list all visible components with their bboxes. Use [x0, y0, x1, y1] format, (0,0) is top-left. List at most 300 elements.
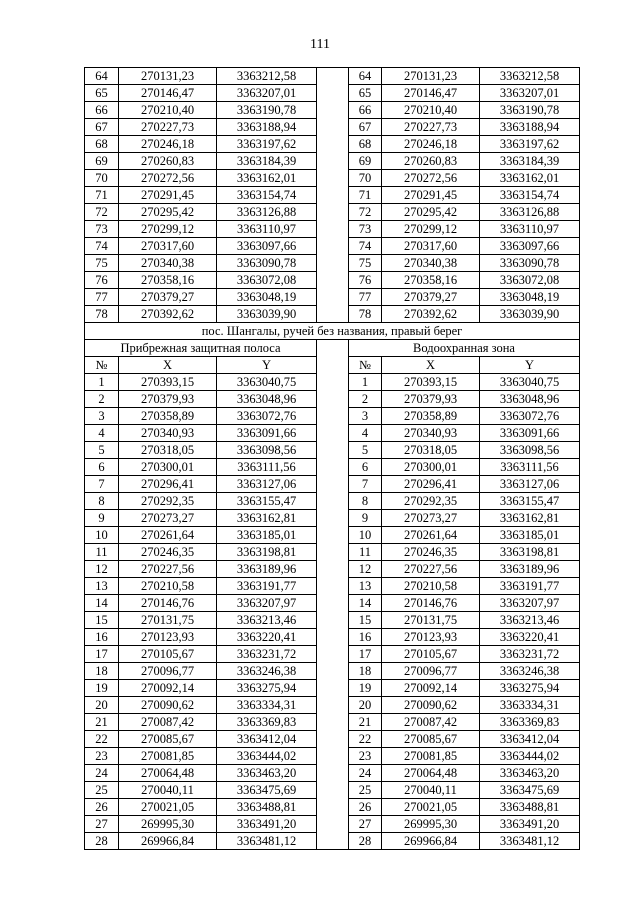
right-num-header: №	[349, 357, 382, 374]
right-y-cell: 3363162,81	[480, 510, 580, 527]
left-y-cell: 3363072,08	[217, 272, 317, 289]
left-num-cell: 8	[85, 493, 119, 510]
column-gap	[317, 238, 349, 255]
right-num-cell: 13	[349, 578, 382, 595]
right-num-cell: 4	[349, 425, 382, 442]
left-y-cell: 3363412,04	[217, 731, 317, 748]
left-num-cell: 67	[85, 119, 119, 136]
page-number: 111	[310, 37, 330, 52]
left-y-cell: 3363191,77	[217, 578, 317, 595]
right-y-cell: 3363110,97	[480, 221, 580, 238]
left-y-cell: 3363162,01	[217, 170, 317, 187]
left-y-cell: 3363048,19	[217, 289, 317, 306]
column-gap	[317, 833, 349, 850]
right-num-cell: 17	[349, 646, 382, 663]
right-x-cell: 269966,84	[382, 833, 480, 850]
right-num-cell: 65	[349, 85, 382, 102]
right-num-cell: 22	[349, 731, 382, 748]
right-x-cell: 270296,41	[382, 476, 480, 493]
right-y-cell: 3363039,90	[480, 306, 580, 323]
left-x-cell: 270358,16	[119, 272, 217, 289]
right-y-cell: 3363097,66	[480, 238, 580, 255]
right-y-cell: 3363275,94	[480, 680, 580, 697]
left-y-cell: 3363481,12	[217, 833, 317, 850]
right-num-cell: 11	[349, 544, 382, 561]
column-gap	[317, 782, 349, 799]
right-y-cell: 3363189,96	[480, 561, 580, 578]
right-x-cell: 270105,67	[382, 646, 480, 663]
left-num-cell: 15	[85, 612, 119, 629]
left-x-cell: 270299,12	[119, 221, 217, 238]
right-y-cell: 3363191,77	[480, 578, 580, 595]
right-x-cell: 270358,16	[382, 272, 480, 289]
left-x-cell: 270021,05	[119, 799, 217, 816]
left-x-cell: 270146,47	[119, 85, 217, 102]
right-x-cell: 270261,64	[382, 527, 480, 544]
left-x-cell: 270260,83	[119, 153, 217, 170]
left-num-cell: 2	[85, 391, 119, 408]
left-y-cell: 3363212,58	[217, 68, 317, 85]
left-y-cell: 3363213,46	[217, 612, 317, 629]
right-x-cell: 270210,58	[382, 578, 480, 595]
left-y-cell: 3363189,96	[217, 561, 317, 578]
left-num-cell: 22	[85, 731, 119, 748]
left-num-cell: 14	[85, 595, 119, 612]
right-x-cell: 270246,35	[382, 544, 480, 561]
left-num-cell: 20	[85, 697, 119, 714]
right-x-cell: 270210,40	[382, 102, 480, 119]
left-y-cell: 3363207,01	[217, 85, 317, 102]
table-row	[85, 561, 580, 578]
left-y-cell: 3363098,56	[217, 442, 317, 459]
right-x-cell: 270227,73	[382, 119, 480, 136]
left-x-cell: 270273,27	[119, 510, 217, 527]
right-x-cell: 270358,89	[382, 408, 480, 425]
column-gap	[317, 204, 349, 221]
right-num-cell: 26	[349, 799, 382, 816]
zone-titles-row	[85, 340, 580, 357]
table-row	[85, 289, 580, 306]
table-row	[85, 238, 580, 255]
right-x-cell: 270292,35	[382, 493, 480, 510]
right-x-cell: 270092,14	[382, 680, 480, 697]
left-x-cell: 270227,73	[119, 119, 217, 136]
table-row	[85, 187, 580, 204]
left-num-cell: 74	[85, 238, 119, 255]
right-x-cell: 270040,11	[382, 782, 480, 799]
left-num-cell: 69	[85, 153, 119, 170]
right-x-cell: 270317,60	[382, 238, 480, 255]
right-y-cell: 3363190,78	[480, 102, 580, 119]
table-row	[85, 765, 580, 782]
right-num-cell: 5	[349, 442, 382, 459]
left-x-cell: 270295,42	[119, 204, 217, 221]
left-zone-title: Прибрежная защитная полоса	[85, 340, 317, 357]
left-x-cell: 270392,62	[119, 306, 217, 323]
left-num-cell: 65	[85, 85, 119, 102]
column-gap	[317, 561, 349, 578]
left-x-cell: 270131,23	[119, 68, 217, 85]
left-y-cell: 3363334,31	[217, 697, 317, 714]
right-num-cell: 64	[349, 68, 382, 85]
right-x-cell: 270299,12	[382, 221, 480, 238]
right-num-cell: 67	[349, 119, 382, 136]
right-x-cell: 270096,77	[382, 663, 480, 680]
left-num-cell: 64	[85, 68, 119, 85]
column-gap	[317, 612, 349, 629]
column-gap	[317, 391, 349, 408]
column-gap	[317, 578, 349, 595]
left-x-cell: 270292,35	[119, 493, 217, 510]
column-gap	[317, 459, 349, 476]
left-y-cell: 3363126,88	[217, 204, 317, 221]
left-x-cell: 270300,01	[119, 459, 217, 476]
left-x-cell: 269995,30	[119, 816, 217, 833]
right-y-cell: 3363155,47	[480, 493, 580, 510]
table-row	[85, 204, 580, 221]
left-y-cell: 3363110,97	[217, 221, 317, 238]
right-x-cell: 270393,15	[382, 374, 480, 391]
right-num-cell: 14	[349, 595, 382, 612]
right-y-cell: 3363246,38	[480, 663, 580, 680]
left-num-cell: 72	[85, 204, 119, 221]
table-row	[85, 629, 580, 646]
table-row	[85, 612, 580, 629]
left-x-cell: 270085,67	[119, 731, 217, 748]
right-num-cell: 68	[349, 136, 382, 153]
right-y-cell: 3363072,08	[480, 272, 580, 289]
table-row	[85, 374, 580, 391]
left-x-cell: 270131,75	[119, 612, 217, 629]
column-gap	[317, 663, 349, 680]
left-num-cell: 3	[85, 408, 119, 425]
column-gap	[317, 629, 349, 646]
right-x-cell: 269995,30	[382, 816, 480, 833]
left-num-cell: 78	[85, 306, 119, 323]
table-row	[85, 680, 580, 697]
right-y-cell: 3363040,75	[480, 374, 580, 391]
right-y-cell: 3363184,39	[480, 153, 580, 170]
right-zone-title: Водоохранная зона	[349, 340, 580, 357]
right-num-cell: 71	[349, 187, 382, 204]
right-x-cell: 270146,76	[382, 595, 480, 612]
left-num-cell: 11	[85, 544, 119, 561]
right-x-cell: 270291,45	[382, 187, 480, 204]
column-gap	[317, 714, 349, 731]
right-y-cell: 3363090,78	[480, 255, 580, 272]
right-num-cell: 74	[349, 238, 382, 255]
column-gap	[317, 748, 349, 765]
right-num-cell: 24	[349, 765, 382, 782]
column-gap	[317, 527, 349, 544]
right-num-cell: 8	[349, 493, 382, 510]
left-y-cell: 3363475,69	[217, 782, 317, 799]
right-x-cell: 270340,38	[382, 255, 480, 272]
section-caption-row	[85, 323, 580, 340]
right-x-cell: 270085,67	[382, 731, 480, 748]
table-row	[85, 748, 580, 765]
left-y-cell: 3363190,78	[217, 102, 317, 119]
table-row	[85, 272, 580, 289]
column-gap	[317, 816, 349, 833]
left-y-cell: 3363197,62	[217, 136, 317, 153]
left-x-cell: 270393,15	[119, 374, 217, 391]
left-x-cell: 270291,45	[119, 187, 217, 204]
left-x-header: X	[119, 357, 217, 374]
left-x-cell: 270358,89	[119, 408, 217, 425]
right-y-cell: 3363185,01	[480, 527, 580, 544]
right-y-cell: 3363111,56	[480, 459, 580, 476]
left-num-cell: 13	[85, 578, 119, 595]
column-gap	[317, 374, 349, 391]
left-x-cell: 270105,67	[119, 646, 217, 663]
right-num-cell: 1	[349, 374, 382, 391]
right-y-cell: 3363198,81	[480, 544, 580, 561]
right-y-cell: 3363098,56	[480, 442, 580, 459]
right-x-cell: 270272,56	[382, 170, 480, 187]
right-x-cell: 270081,85	[382, 748, 480, 765]
right-num-cell: 75	[349, 255, 382, 272]
right-y-cell: 3363072,76	[480, 408, 580, 425]
right-y-cell: 3363207,97	[480, 595, 580, 612]
column-gap	[317, 68, 349, 85]
left-y-cell: 3363220,41	[217, 629, 317, 646]
left-y-cell: 3363488,81	[217, 799, 317, 816]
right-y-cell: 3363412,04	[480, 731, 580, 748]
left-y-cell: 3363155,47	[217, 493, 317, 510]
left-x-cell: 270123,93	[119, 629, 217, 646]
left-y-cell: 3363246,38	[217, 663, 317, 680]
left-y-cell: 3363127,06	[217, 476, 317, 493]
table-row	[85, 119, 580, 136]
left-num-cell: 23	[85, 748, 119, 765]
left-x-cell: 270317,60	[119, 238, 217, 255]
right-x-cell: 270123,93	[382, 629, 480, 646]
left-num-cell: 6	[85, 459, 119, 476]
column-gap	[317, 493, 349, 510]
left-num-cell: 73	[85, 221, 119, 238]
column-gap	[317, 221, 349, 238]
right-num-cell: 25	[349, 782, 382, 799]
right-num-cell: 76	[349, 272, 382, 289]
right-y-cell: 3363197,62	[480, 136, 580, 153]
right-num-cell: 23	[349, 748, 382, 765]
right-num-cell: 72	[349, 204, 382, 221]
right-x-cell: 270318,05	[382, 442, 480, 459]
left-y-cell: 3363463,20	[217, 765, 317, 782]
right-y-cell: 3363048,96	[480, 391, 580, 408]
column-gap	[317, 646, 349, 663]
table-row	[85, 68, 580, 85]
column-gap	[317, 170, 349, 187]
left-y-header: Y	[217, 357, 317, 374]
column-gap	[317, 731, 349, 748]
right-x-cell: 270131,23	[382, 68, 480, 85]
table-row	[85, 476, 580, 493]
right-x-cell: 270087,42	[382, 714, 480, 731]
left-x-cell: 270087,42	[119, 714, 217, 731]
left-num-cell: 27	[85, 816, 119, 833]
right-num-cell: 9	[349, 510, 382, 527]
left-num-cell: 18	[85, 663, 119, 680]
column-gap	[317, 119, 349, 136]
left-x-cell: 270040,11	[119, 782, 217, 799]
right-x-cell: 270340,93	[382, 425, 480, 442]
table-row	[85, 578, 580, 595]
right-x-cell: 270260,83	[382, 153, 480, 170]
column-gap	[317, 102, 349, 119]
right-num-cell: 12	[349, 561, 382, 578]
column-gap	[317, 153, 349, 170]
table-row	[85, 170, 580, 187]
right-y-cell: 3363220,41	[480, 629, 580, 646]
right-x-cell: 270273,27	[382, 510, 480, 527]
left-y-cell: 3363444,02	[217, 748, 317, 765]
table-row	[85, 102, 580, 119]
left-y-cell: 3363231,72	[217, 646, 317, 663]
right-num-cell: 7	[349, 476, 382, 493]
column-gap	[317, 357, 349, 374]
left-num-cell: 16	[85, 629, 119, 646]
column-gap	[317, 289, 349, 306]
left-num-cell: 75	[85, 255, 119, 272]
right-num-cell: 21	[349, 714, 382, 731]
table-row	[85, 221, 580, 238]
left-y-cell: 3363188,94	[217, 119, 317, 136]
column-gap	[317, 680, 349, 697]
right-x-cell: 270379,93	[382, 391, 480, 408]
left-x-cell: 270081,85	[119, 748, 217, 765]
right-x-cell: 270227,56	[382, 561, 480, 578]
right-num-cell: 18	[349, 663, 382, 680]
left-num-cell: 24	[85, 765, 119, 782]
left-num-cell: 70	[85, 170, 119, 187]
left-y-cell: 3363185,01	[217, 527, 317, 544]
right-num-cell: 73	[349, 221, 382, 238]
left-num-cell: 25	[85, 782, 119, 799]
left-x-cell: 270064,48	[119, 765, 217, 782]
coordinates-table	[84, 67, 580, 850]
right-num-cell: 3	[349, 408, 382, 425]
left-num-cell: 19	[85, 680, 119, 697]
left-y-cell: 3363369,83	[217, 714, 317, 731]
left-num-cell: 71	[85, 187, 119, 204]
right-y-cell: 3363127,06	[480, 476, 580, 493]
left-num-cell: 21	[85, 714, 119, 731]
left-x-cell: 270246,35	[119, 544, 217, 561]
left-y-cell: 3363184,39	[217, 153, 317, 170]
right-num-cell: 78	[349, 306, 382, 323]
left-y-cell: 3363275,94	[217, 680, 317, 697]
left-y-cell: 3363154,74	[217, 187, 317, 204]
column-gap	[317, 544, 349, 561]
left-y-cell: 3363040,75	[217, 374, 317, 391]
right-y-cell: 3363491,20	[480, 816, 580, 833]
right-y-cell: 3363444,02	[480, 748, 580, 765]
left-y-cell: 3363162,81	[217, 510, 317, 527]
left-num-cell: 7	[85, 476, 119, 493]
right-y-cell: 3363154,74	[480, 187, 580, 204]
right-y-cell: 3363126,88	[480, 204, 580, 221]
right-x-cell: 270379,27	[382, 289, 480, 306]
left-num-cell: 12	[85, 561, 119, 578]
right-y-cell: 3363475,69	[480, 782, 580, 799]
right-x-cell: 270090,62	[382, 697, 480, 714]
left-num-cell: 9	[85, 510, 119, 527]
right-y-cell: 3363188,94	[480, 119, 580, 136]
column-gap	[317, 476, 349, 493]
right-y-cell: 3363048,19	[480, 289, 580, 306]
left-y-cell: 3363111,56	[217, 459, 317, 476]
right-x-cell: 270064,48	[382, 765, 480, 782]
left-num-cell: 1	[85, 374, 119, 391]
left-x-cell: 270296,41	[119, 476, 217, 493]
left-x-cell: 270246,18	[119, 136, 217, 153]
right-x-cell: 270295,42	[382, 204, 480, 221]
column-gap	[317, 187, 349, 204]
left-x-cell: 270096,77	[119, 663, 217, 680]
left-num-cell: 68	[85, 136, 119, 153]
table-row	[85, 731, 580, 748]
left-x-cell: 270092,14	[119, 680, 217, 697]
column-gap	[317, 510, 349, 527]
right-num-cell: 16	[349, 629, 382, 646]
right-num-cell: 20	[349, 697, 382, 714]
right-y-cell: 3363213,46	[480, 612, 580, 629]
table-row	[85, 85, 580, 102]
right-y-cell: 3363162,01	[480, 170, 580, 187]
column-gap	[317, 136, 349, 153]
column-gap	[317, 340, 349, 357]
table-row	[85, 391, 580, 408]
left-x-cell: 270210,40	[119, 102, 217, 119]
right-y-cell: 3363207,01	[480, 85, 580, 102]
right-y-cell: 3363334,31	[480, 697, 580, 714]
table-row	[85, 493, 580, 510]
left-y-cell: 3363090,78	[217, 255, 317, 272]
table-row	[85, 510, 580, 527]
section-title: пос. Шангалы, ручей без названия, правый берег	[85, 323, 580, 340]
right-num-cell: 2	[349, 391, 382, 408]
table-row	[85, 442, 580, 459]
right-y-cell: 3363369,83	[480, 714, 580, 731]
table-row	[85, 782, 580, 799]
right-num-cell: 69	[349, 153, 382, 170]
column-gap	[317, 442, 349, 459]
column-gap	[317, 85, 349, 102]
right-num-cell: 10	[349, 527, 382, 544]
left-x-cell: 270379,93	[119, 391, 217, 408]
column-gap	[317, 272, 349, 289]
left-x-cell: 270272,56	[119, 170, 217, 187]
right-num-cell: 66	[349, 102, 382, 119]
left-x-cell: 270090,62	[119, 697, 217, 714]
left-num-cell: 10	[85, 527, 119, 544]
left-num-cell: 26	[85, 799, 119, 816]
left-num-cell: 17	[85, 646, 119, 663]
left-y-cell: 3363048,96	[217, 391, 317, 408]
right-num-cell: 19	[349, 680, 382, 697]
column-gap	[317, 408, 349, 425]
left-num-cell: 66	[85, 102, 119, 119]
left-y-cell: 3363039,90	[217, 306, 317, 323]
column-gap	[317, 799, 349, 816]
left-x-cell: 270340,93	[119, 425, 217, 442]
right-num-cell: 6	[349, 459, 382, 476]
right-x-cell: 270300,01	[382, 459, 480, 476]
table-row	[85, 663, 580, 680]
table-row	[85, 595, 580, 612]
